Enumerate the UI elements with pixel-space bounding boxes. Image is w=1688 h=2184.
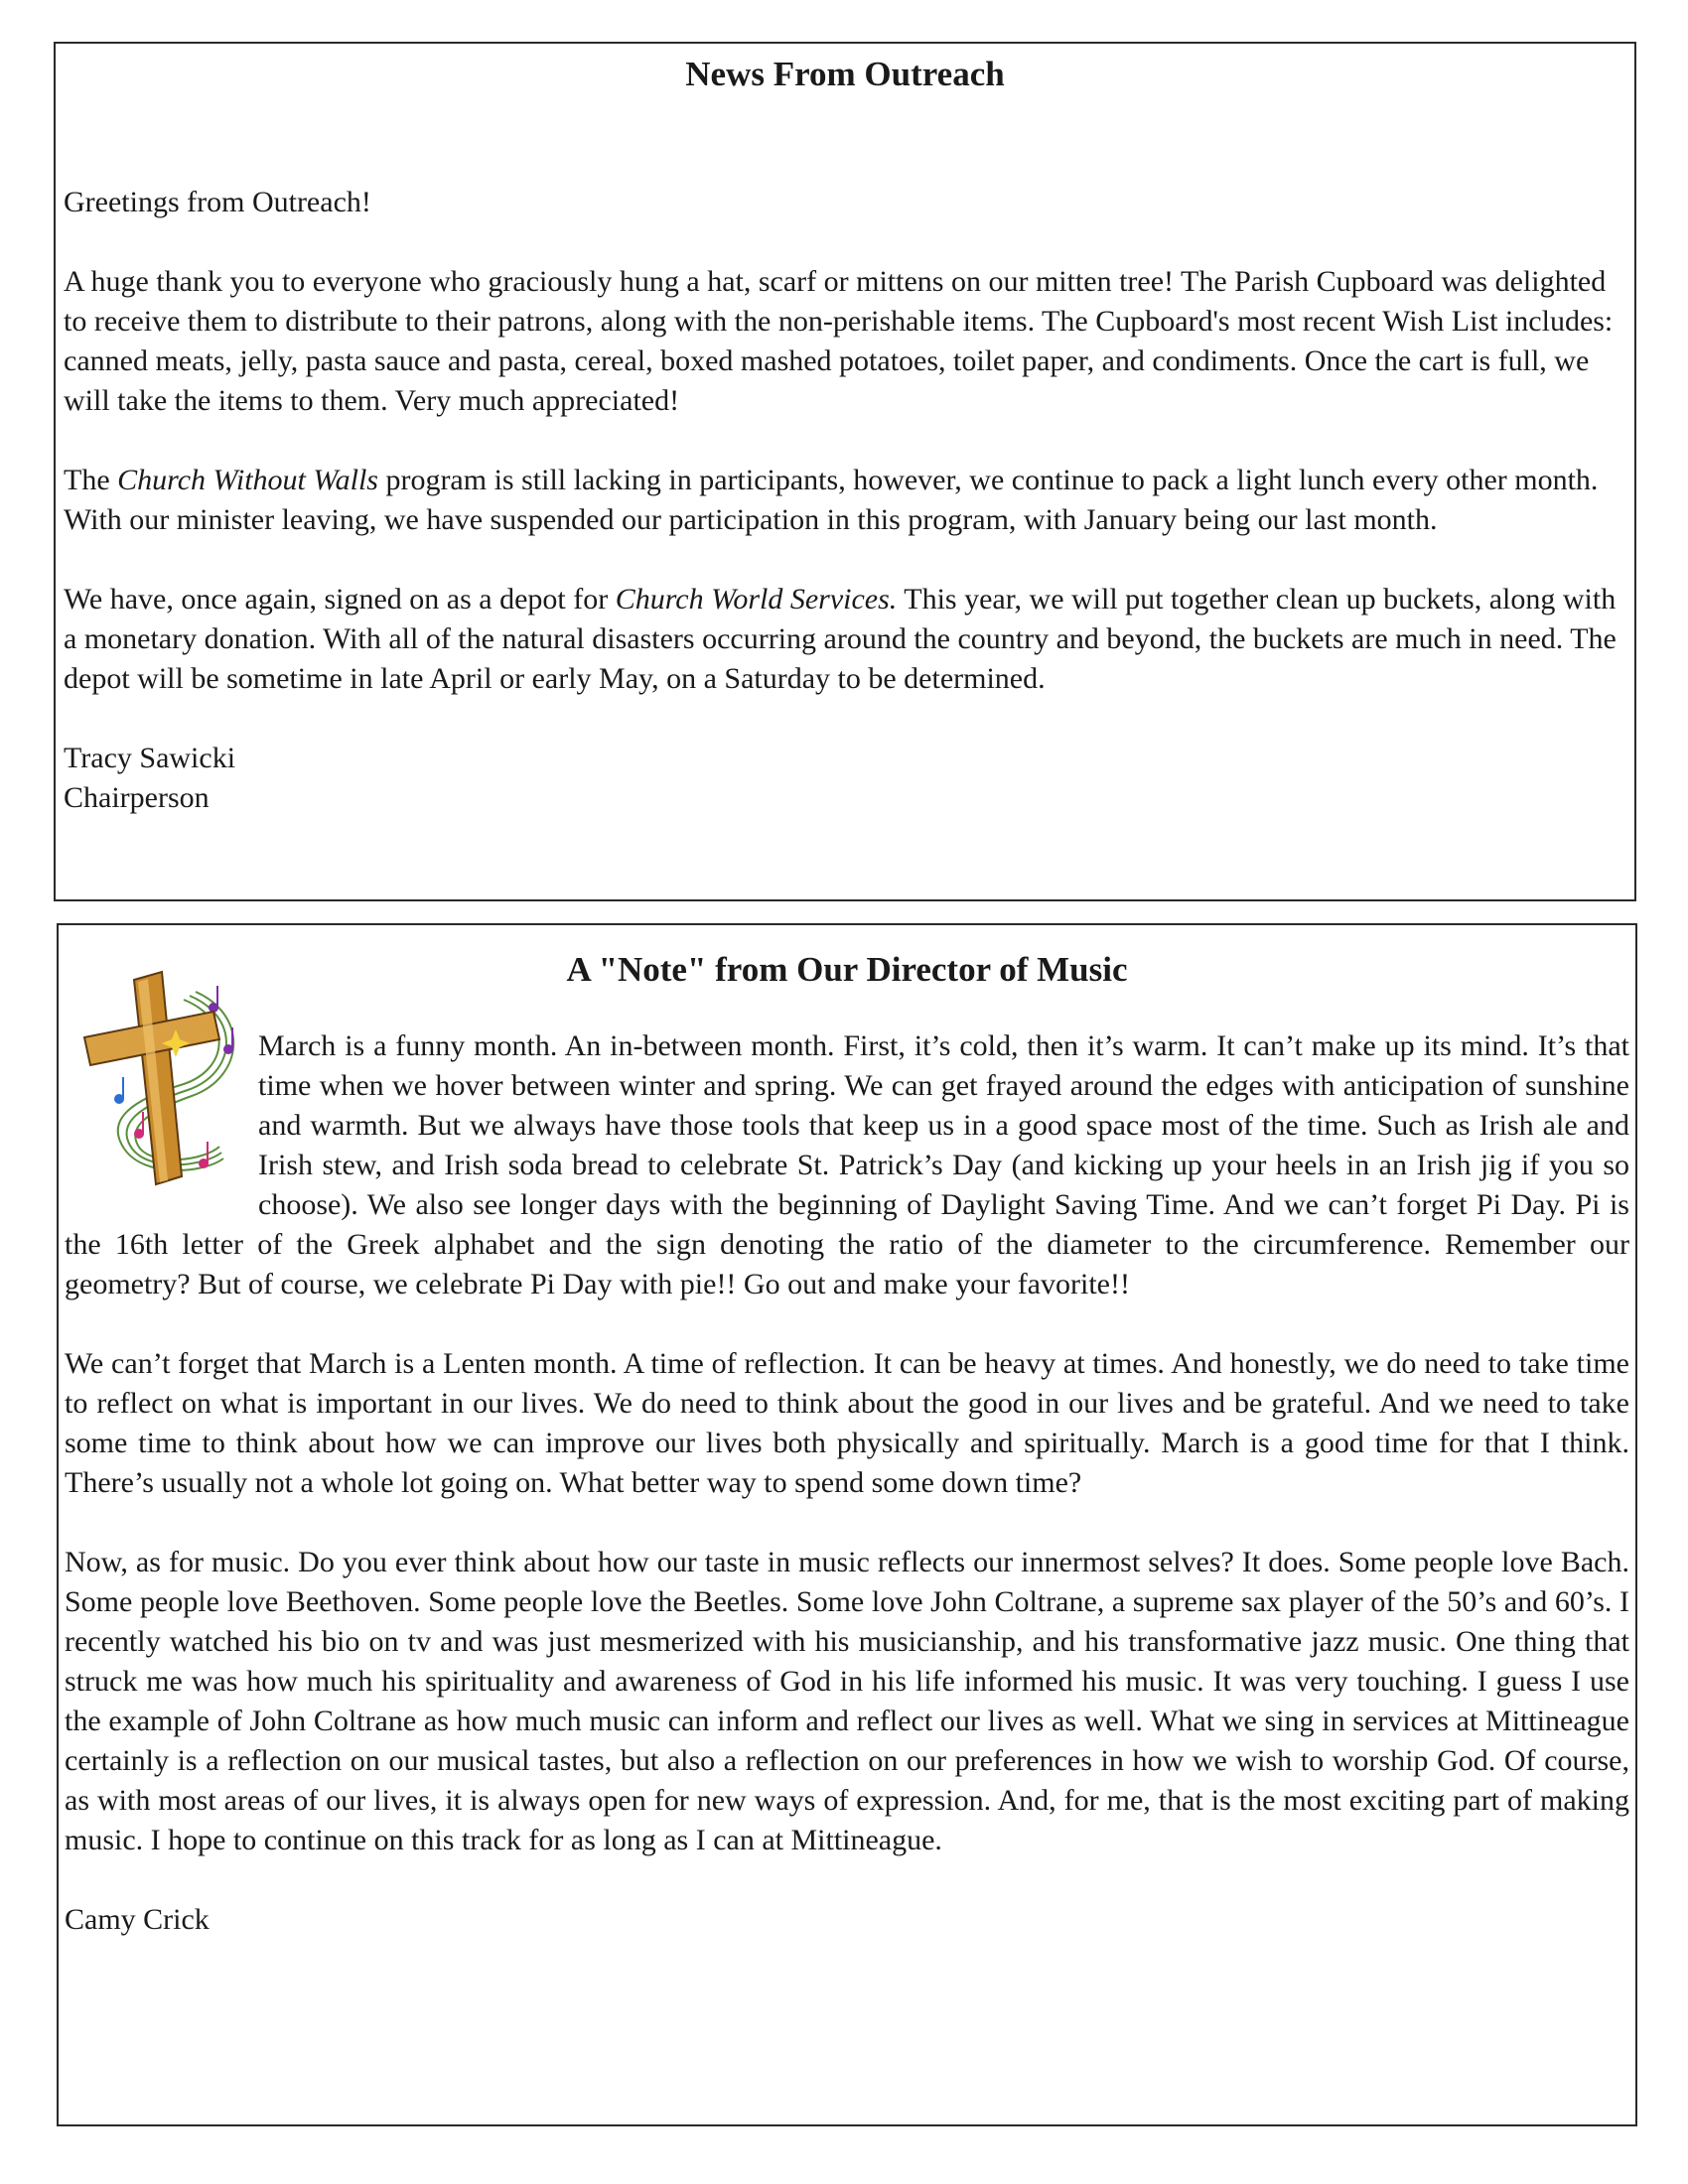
- outreach-title: News From Outreach: [685, 55, 1005, 93]
- outreach-paragraph-1: A huge thank you to everyone who graciously hung a hat, scarf or mittens on our mitten tree! The Parish Cupboard was delighted to receive them to distribute to their patrons, along with the non-perishable items. The Cupboard's most recent Wish List includes: canned meats, jelly, pasta sauce and pasta, cereal, boxed mashed potatoes, toilet paper, and condiments. Once the cart is full, we will take the items to them. Very much appreciated!: [64, 265, 1614, 417]
- music-paragraph-1: March is a funny month. An in-between month. First, it’s cold, then it’s warm. It can’t make up its mind. It’s that time when we hover between winter and spring. We can get frayed around the edges with anticipation of sunshine and warmth. But we always have those tools that keep us in a good space most of the time. Such as Irish ale and Irish stew, and Irish soda bread to celebrate St. Patrick’s Day (and kicking up your heels in an Irish jig if you so choose). We also see longer days with the beginning of Daylight Saving Time. And we can’t forget Pi Day. Pi is the 16th letter of the Greek alphabet and the sign denoting the ratio of the diameter to the circumference. Remember our geometry? But of course, we celebrate Pi Day with pie!! Go out and make your favorite!!: [65, 1029, 1629, 1300]
- organization-name: Church World Services.: [615, 583, 898, 615]
- outreach-paragraph-2: [64, 461, 1626, 540]
- cross-with-music-notes-icon: [65, 960, 248, 1198]
- outreach-greeting: Greetings from Outreach!: [64, 186, 371, 218]
- program-name: Church Without Walls: [117, 464, 378, 496]
- outreach-section: [54, 42, 1636, 901]
- music-paragraph-2: We can’t forget that March is a Lenten month. A time of reflection. It can be heavy at times. And honestly, we do need to take time to reflect on what is important in our lives. We do need to think about the good in our lives and be grateful. And we need to take some time to think about how we can improve our lives both physically and spiritually. March is a good time for that I think. There’s usually not a whole lot going on. What better way to spend some down time?: [65, 1347, 1629, 1499]
- outreach-signer-name: Tracy Sawicki: [64, 742, 236, 774]
- outreach-p3-after: This year, we will put together clean up buckets, along with a monetary donation. With all of the natural disasters occurring around the country and beyond, the buckets are much in need. The depot will be sometime in late April or early May, on a Saturday to be determined.: [64, 583, 1617, 695]
- outreach-paragraph-3: [64, 580, 1626, 699]
- outreach-p2-before: The: [64, 464, 118, 496]
- outreach-signer-title: Chairperson: [64, 781, 210, 814]
- music-paragraph-3: Now, as for music. Do you ever think about how our taste in music reflects our innermost selves? It does. Some people love Bach. Some people love Beethoven. Some people love the Beetles. Some love John Coltrane, a supreme sax player of the 50’s and 60’s. I recently watched his bio on tv and was just mesmerized with his musicianship, and his transformative jazz music. One thing that struck me was how much his spirituality and awareness of God in his life informed his music. It was very touching. I guess I use the example of John Coltrane as how much music can inform and reflect our lives as well. What we sing in services at Mittineague certainly is a reflection on our musical tastes, but also a reflection on our preferences in how we wish to worship God. Of course, as with most areas of our lives, it is always open for new ways of expression. And, for me, that is the most exciting part of making music. I hope to continue on this track for as long as I can at Mittineague.: [65, 1546, 1629, 1856]
- music-title: A "Note" from Our Director of Music: [566, 950, 1128, 989]
- outreach-p2-after: program is still lacking in participants, however, we continue to pack a light lunch every other month. With our minister leaving, we have suspended our participation in this program, with January being our last month.: [64, 464, 1599, 536]
- outreach-p3-before: We have, once again, signed on as a depot for: [64, 583, 616, 615]
- music-section: [57, 923, 1637, 2126]
- music-signer-name: Camy Crick: [65, 1903, 210, 1936]
